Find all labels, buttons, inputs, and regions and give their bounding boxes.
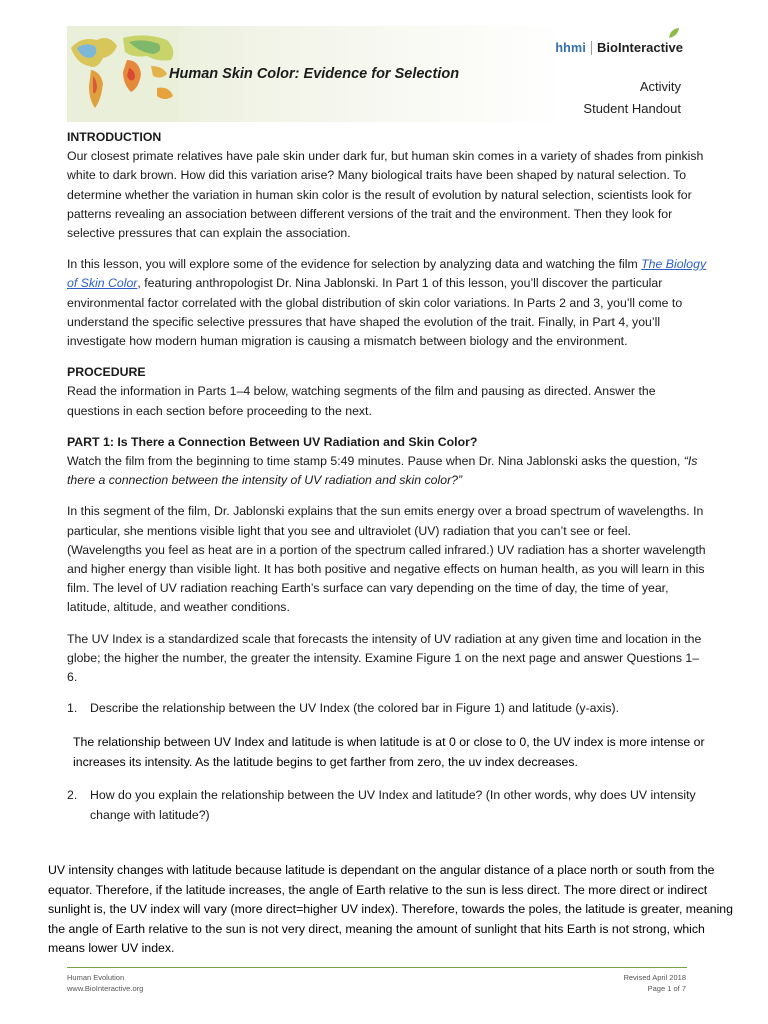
footer-right (623, 972, 686, 994)
brand-hhmi: hhmi (555, 40, 587, 55)
procedure-heading: PROCEDURE (67, 365, 146, 380)
header-banner (67, 26, 691, 122)
document-type (583, 76, 681, 120)
question-text: How do you explain the relationship between the UV Index and latitude? (In other words, why does UV intensity change with latitude?) (90, 788, 696, 822)
intro-paragraph-1: Our closest primate relatives have pale skin under dark fur, but human skin comes in a variety of shades from pinkish white to dark brown. How did this variation arise? Many biological traits have been shaped by natural selection. To determine whether the variation in human skin color is the result of evolution by natural selection, scientists look for patterns revealing an association between different versions of the trait and the environment. Then they look for selective pressures that can explain the association. (67, 149, 704, 241)
part1-paragraph-1: In this segment of the film, Dr. Jablonski explains that the sun emits energy over a broad spectrum of wavelengths. In particular, she mentions visible light that you see and ultraviolet (UV) radiation that you can’t see or feel. (Wavelengths you feel as heat are in a portion of the spectrum called infrared.) UV radiation has a shorter wavelength and higher energy than visible light. It has both positive and negative effects on human health, as you will learn in this film. The level of UV radiation reaching Earth’s surface can vary depending on the time of day, the time of year, latitude, altitude, and weather conditions. (67, 504, 706, 615)
answer-2: UV intensity changes with latitude because latitude is dependant on the angular distance of a place north or south from the equator. Therefore, if the latitude increases, the angle of Earth relative to the sun is less direct. The more direct or indirect sunlight is, the UV index will vary (more direct=higher UV index). Therefore, towards the poles, the latitude is greater, meaning the angle of Earth relative to the sun is not very direct, meaning the amount of sunlight that hits Earth is not strong, which means lower UV index. (48, 863, 733, 955)
brand-name: BioInteractive (597, 40, 683, 55)
document-body (67, 128, 707, 825)
footer-revised: Revised April 2018 (623, 973, 686, 982)
part1-intro-text: Watch the film from the beginning to time stamp 5:49 minutes. Pause when Dr. Nina Jablonski asks the question, (67, 454, 684, 469)
brand-separator (591, 41, 592, 55)
part1-intro-quote: “Is there a connection between the intensity of UV radiation and skin color?” (67, 454, 698, 488)
doc-type-handout: Student Handout (583, 101, 681, 116)
footer-page-number: Page 1 of 7 (647, 984, 686, 993)
footer-course: Human Evolution (67, 973, 125, 982)
doc-type-activity: Activity (639, 79, 681, 94)
intro-paragraph-2 (67, 255, 707, 351)
film-link[interactable]: The Biology of Skin Color (67, 257, 707, 291)
intro-heading: INTRODUCTION (67, 130, 162, 144)
leaf-icon (667, 26, 681, 40)
question-text: Describe the relationship between the UV Index (the colored bar in Figure 1) and latitude (y-axis). (90, 701, 620, 716)
answer-1: The relationship between UV Index and latitude is when latitude is at 0 or close to 0, the UV index is more intense or increases its intensity. As the latitude begins to get farther from zero, the uv index decreases. (73, 735, 705, 770)
question-1 (67, 699, 707, 718)
question-2 (67, 786, 707, 824)
footer-divider (67, 967, 687, 968)
footer-website: www.BioInteractive.org (67, 984, 144, 993)
part1-intro (67, 452, 707, 490)
intro-p2-after: , featuring anthropologist Dr. Nina Jablonski. In Part 1 of this lesson, you’ll discover the particular environmental factor correlated with the global distribution of skin color variations. In Parts 2 and 3, you’ll come to understand the specific selective pressures that have shaped the evolution of the trait. Finally, in Part 4, you’ll investigate how modern human migration is causing a mismatch between biology and the environment. (67, 276, 683, 349)
footer-left (67, 972, 143, 994)
part1-paragraph-2: The UV Index is a standardized scale that forecasts the intensity of UV radiation at any given time and location in the globe; the higher the number, the greater the intensity. Examine Figure 1 on the next page and answer Questions 1–6. (67, 631, 702, 685)
page-title: Human Skin Color: Evidence for Selection (169, 66, 460, 82)
intro-p2-before: In this lesson, you will explore some of the evidence for selection by analyzing data and watching the film (67, 257, 642, 272)
question-number: 2. (67, 788, 78, 803)
question-number: 1. (67, 701, 78, 716)
brand-logo (555, 40, 683, 55)
procedure-text: Read the information in Parts 1–4 below, watching segments of the film and pausing as directed. Answer the questions in each section before proceeding to the next. (67, 384, 656, 418)
world-map-image (67, 26, 179, 122)
part1-heading: PART 1: Is There a Connection Between UV Radiation and Skin Color? (67, 434, 478, 449)
